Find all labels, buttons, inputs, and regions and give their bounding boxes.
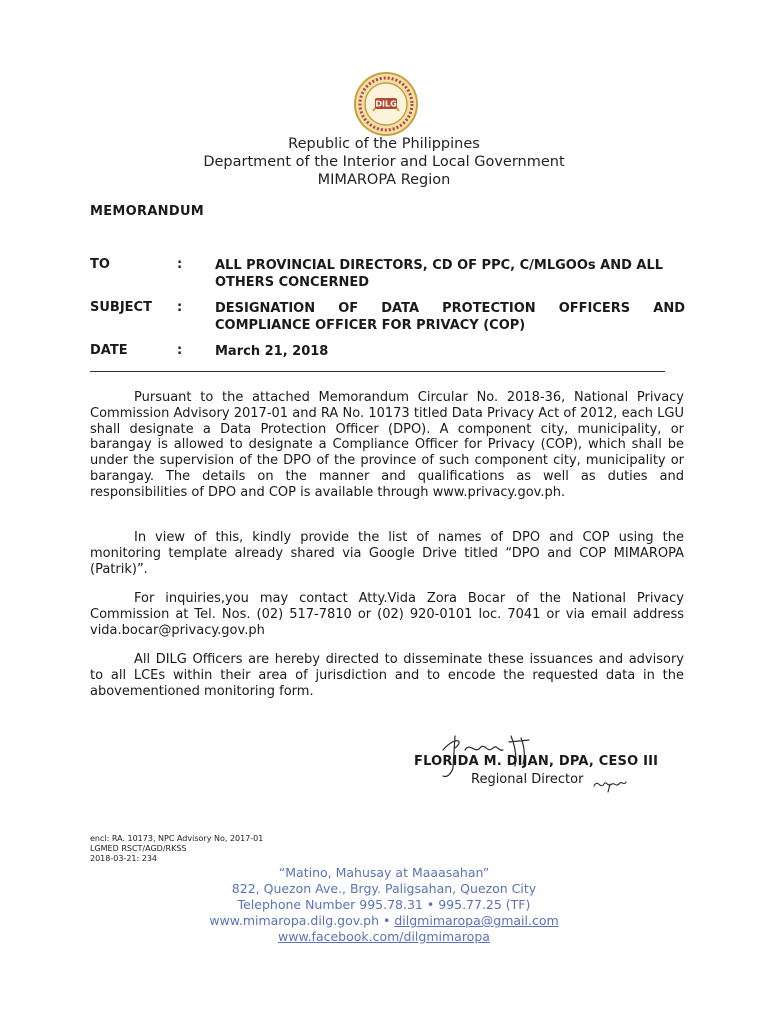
enclosure-note: encl: RA. 10173, NPC Advisory No, 2017-01 (90, 834, 264, 843)
footer-bullet: • (379, 913, 395, 928)
body-paragraph-2: In view of this, kindly provide the list of names of DPO and COP using the monitoring template already shared via Google Drive titled “DPO and COP MIMAROPA (Patrik)”. (90, 530, 684, 577)
to-label: TO (90, 257, 110, 272)
header-region: MIMAROPA Region (317, 172, 451, 188)
body-paragraph-3: For inquiries,you may contact Atty.Vida Zora Bocar of the National Privacy Commission at Tel. Nos. (02) 517-7810 or (02) 920-0101 loc. 7041 or via email address vida.bocar@privacy.gov.ph (90, 591, 684, 638)
body-paragraph-4: All DILG Officers are hereby directed to disseminate these issuances and advisory to all LCEs within their area of jurisdiction and to encode the requested data in the abovementioned monitoring form. (90, 652, 684, 699)
footer-web-email (0, 913, 768, 929)
footer-motto: “Matino, Mahusay at Maaasahan” (278, 865, 490, 880)
footer-phone: Telephone Number 995.78.31 • 995.77.25 (TF) (237, 897, 531, 912)
date-label: DATE (90, 343, 128, 358)
footer-email-link[interactable]: dilgmimaropa@gmail.com (394, 913, 559, 928)
dilg-seal-logo (353, 71, 419, 137)
handwritten-initials (592, 774, 628, 794)
reference-code: LGMED RSCT/AGD/RKSS (90, 844, 187, 853)
footer-facebook-link[interactable]: www.facebook.com/dilgmimaropa (278, 929, 490, 944)
header-republic: Republic of the Philippines (288, 136, 480, 152)
subject-value: DESIGNATION OF DATA PROTECTION OFFICERS AND COMPLIANCE OFFICER FOR PRIVACY (COP) (215, 301, 685, 333)
subject-label: SUBJECT (90, 300, 152, 315)
document-code: 2018-03-21: 234 (90, 854, 157, 863)
to-value: ALL PROVINCIAL DIRECTORS, CD OF PPC, C/MLGOOs AND ALL OTHERS CONCERNED (215, 258, 664, 290)
svg-text:DILG: DILG (375, 99, 397, 109)
header-department: Department of the Interior and Local Government (203, 154, 565, 170)
body-paragraph-1: Pursuant to the attached Memorandum Circular No. 2018-36, National Privacy Commission Advisory 2017-01 and RA No. 10173 titled Data Privacy Act of 2012, each LGU shall designate a Data Protection Officer (DPO). A component city, municipality, or barangay is allowed to designate a Compliance Officer for Privacy (COP), which shall be under the supervision of the DPO of the province of such component city, municipality or barangay. The details on the manner and qualifications as well as duties and responsibilities of DPO and COP is available through www.privacy.gov.ph. (90, 390, 684, 500)
footer-address: 822, Quezon Ave., Brgy. Paligsahan, Quezon City (231, 881, 537, 896)
memo-title: MEMORANDUM (90, 204, 205, 219)
date-value: March 21, 2018 (215, 344, 329, 359)
signatory-title: Regional Director (471, 772, 584, 787)
divider-rule (90, 371, 665, 372)
date-colon: : (177, 343, 183, 358)
subject-colon: : (177, 300, 183, 315)
footer-website-link[interactable]: www.mimaropa.dilg.gov.ph (209, 913, 380, 928)
to-colon: : (177, 257, 183, 272)
signatory-name: FLORIDA M. DIJAN, DPA, CESO III (414, 754, 659, 769)
